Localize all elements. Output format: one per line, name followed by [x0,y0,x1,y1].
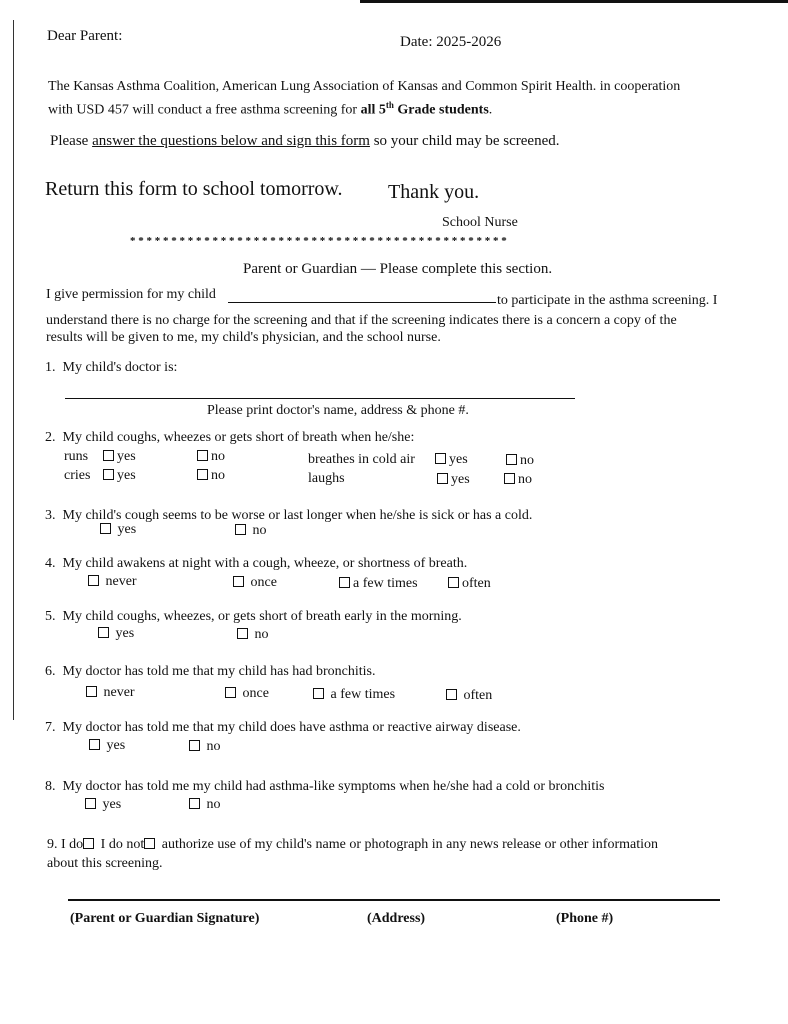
laughs-no[interactable] [504,472,532,488]
q2-text: My child coughs, wheezes or gets short of breath when he/she: [62,430,415,445]
cries-label: cries [64,468,91,483]
permission-a: I give permission for my child [46,287,216,302]
grade-sup: th [385,100,394,110]
checkbox[interactable] [313,688,324,699]
option-label: yes [449,452,468,467]
q4 [45,556,467,572]
checkbox[interactable] [237,628,248,639]
checkbox[interactable] [189,740,200,751]
option-label: often [463,688,493,703]
q6 [45,664,376,680]
period: . [488,102,493,118]
option-label: no [254,627,269,642]
laughs-label: laughs [308,471,345,486]
scan-edge-left [13,20,14,720]
intro-line1: The Kansas Asthma Coalition, American Lung Association of Kansas and Common Spirit Health. in cooperation [48,79,681,94]
option-label: yes [451,472,470,487]
q7-text: My doctor has told me that my child does have asthma or reactive airway disease. [62,720,521,735]
checkbox[interactable] [197,469,208,480]
q3-text: My child's cough seems to be worse or last longer when he/she is sick or has a cold. [62,508,533,523]
donot-checkbox[interactable] [144,838,155,849]
option-label: never [105,574,137,589]
checkbox[interactable] [437,473,448,484]
option-label: yes [102,797,122,812]
checkbox[interactable] [435,453,446,464]
q2 [45,430,414,446]
instructions [50,133,559,149]
q6-never[interactable] [86,685,135,701]
child-name-field[interactable] [228,302,496,303]
phone-label: (Phone #) [556,911,614,926]
checkbox[interactable] [339,577,350,588]
q3-no[interactable] [235,523,267,539]
checkbox[interactable] [189,798,200,809]
option-label: once [242,686,269,701]
option-label: often [462,576,491,591]
option-label: never [103,685,135,700]
cold-air-label: breathes in cold air [308,452,415,467]
q3-num: 3. [45,508,56,523]
q4-once[interactable] [233,575,277,591]
q6-once[interactable] [225,686,269,702]
checkbox[interactable] [504,473,515,484]
q8-yes[interactable] [85,797,121,813]
option-label: no [211,468,225,483]
checkbox[interactable] [197,450,208,461]
return-note: Return this form to school tomorrow. [45,178,343,200]
runs-label: runs [64,449,89,464]
scan-edge [360,0,788,3]
q9-text: authorize use of my child's name or photograph in any news release or other information [158,837,658,852]
q4-never[interactable] [88,574,137,590]
q3-yes[interactable] [100,522,136,538]
runs-no[interactable] [197,449,225,465]
laughs-yes[interactable] [437,472,470,488]
checkbox[interactable] [89,739,100,750]
q2-num: 2. [45,430,56,445]
option-label: a few times [330,687,396,702]
q5-text: My child coughs, wheezes, or gets short of breath early in the morning. [62,609,462,624]
q4-few[interactable] [339,576,418,592]
q8-no[interactable] [189,797,221,813]
q5-no[interactable] [237,627,269,643]
option-label: yes [117,468,136,483]
checkbox[interactable] [233,576,244,587]
do-checkbox[interactable] [83,838,94,849]
q9-line2: about this screening. [47,856,163,871]
cries-no[interactable] [197,468,225,484]
q6-few[interactable] [313,687,395,703]
checkbox[interactable] [100,523,111,534]
address-label: (Address) [367,911,426,926]
cries-yes[interactable] [103,468,136,484]
greeting: Dear Parent: [47,28,123,44]
q9-donot: I do not [97,837,145,852]
checkbox[interactable] [103,450,114,461]
school-nurse: School Nurse [442,215,518,230]
q1 [45,360,177,376]
option-label: once [250,575,277,590]
grade-a: all 5 [360,102,386,118]
option-label: no [206,797,221,812]
q5 [45,609,462,625]
section-title: Parent or Guardian — Please complete this section. [243,261,553,277]
checkbox[interactable] [85,798,96,809]
doctor-field[interactable] [65,398,575,399]
checkbox[interactable] [506,454,517,465]
q4-text: My child awakens at night with a cough, wheeze, or shortness of breath. [62,556,468,571]
q4-often[interactable] [448,576,491,592]
signature-label: (Parent or Guardian Signature) [70,911,260,926]
permission-b: to participate in the asthma screening. I [497,293,718,308]
cold-air-no[interactable] [506,453,534,469]
q4-num: 4. [45,556,56,571]
option-label: yes [106,738,126,753]
option-label: no [211,449,225,464]
instructions-underlined: answer the questions below and sign this form [92,133,370,149]
q7 [45,720,521,736]
option-label: no [206,739,221,754]
option-label: yes [117,449,136,464]
q9-do: 9. I do [47,837,84,852]
q6-often[interactable] [446,688,492,704]
please: Please [50,133,93,149]
checkbox[interactable] [86,686,97,697]
permission-line2: understand there is no charge for the screening and that if the screening indicates there is a concern a copy of the [46,313,677,328]
checkbox[interactable] [446,689,457,700]
q8-num: 8. [45,779,56,794]
checkbox[interactable] [235,524,246,535]
option-label: yes [117,522,137,537]
signature-line[interactable] [68,899,720,901]
star-divider: * * * * * * * * * * * * * * * * * * * * * * * * * * * * * * * * * * * * * * * * * * * * * * [130,235,507,247]
q7-yes[interactable] [89,738,125,754]
cold-air-yes[interactable] [435,452,468,468]
option-label: no [518,472,532,487]
option-label: a few times [353,576,418,591]
q7-no[interactable] [189,739,221,755]
checkbox[interactable] [448,577,459,588]
checkbox[interactable] [225,687,236,698]
q8 [45,779,605,795]
q6-text: My doctor has told me that my child has had bronchitis. [62,664,376,679]
q1-text: My child's doctor is: [62,360,178,375]
q9 [47,837,658,853]
option-label: no [252,523,267,538]
q1-num: 1. [45,360,56,375]
grade-c: Grade students [393,102,489,118]
checkbox[interactable] [103,469,114,480]
thank-you: Thank you. [388,181,480,203]
option-label: yes [115,626,135,641]
checkbox[interactable] [98,627,109,638]
checkbox[interactable] [88,575,99,586]
date: Date: 2025-2026 [400,34,502,50]
option-label: no [520,453,534,468]
intro-text: with USD 457 will conduct a free asthma screening for [48,102,361,118]
q8-text: My doctor has told me my child had asthma-like symptoms when he/she had a cold or bronchitis [62,779,605,794]
q5-num: 5. [45,609,56,624]
permission-line3: results will be given to me, my child's physician, and the school nurse. [46,330,441,345]
q6-num: 6. [45,664,56,679]
q5-yes[interactable] [98,626,134,642]
instructions-rest: so your child may be screened. [369,133,560,149]
q1-hint: Please print doctor's name, address & phone #. [207,403,469,418]
intro-line2 [48,97,492,119]
q7-num: 7. [45,720,56,735]
runs-yes[interactable] [103,449,136,465]
